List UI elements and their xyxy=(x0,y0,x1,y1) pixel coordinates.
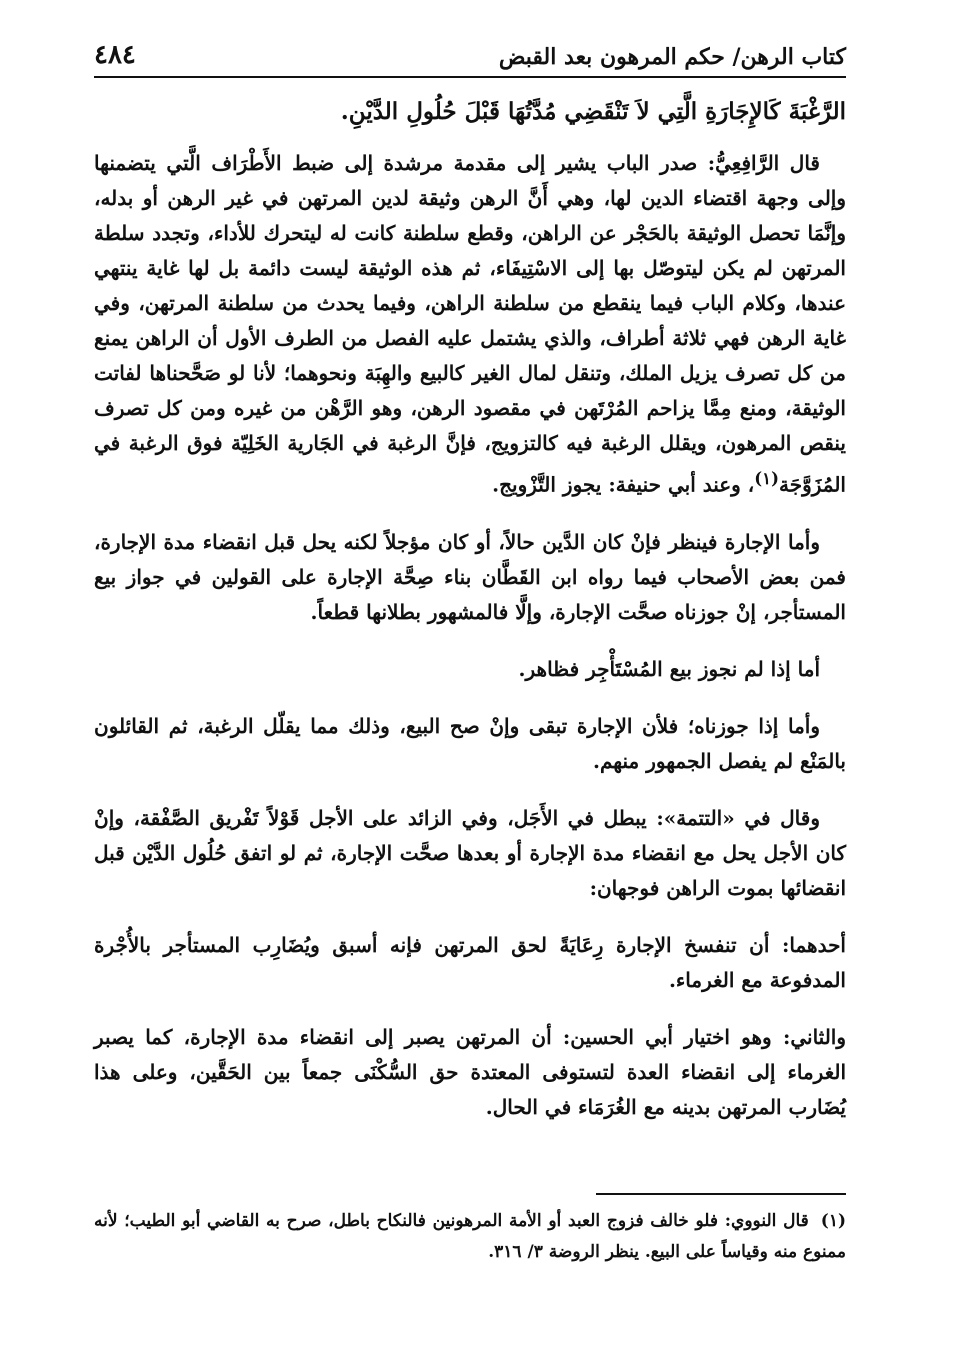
footnotes xyxy=(94,1206,846,1268)
footnote-mark: (١) xyxy=(820,1211,846,1231)
paragraph-second-view xyxy=(94,1020,846,1125)
paragraph-rafii xyxy=(94,146,846,503)
paragraph-la-nujawwiz: أما إذا لم نجوز بيع المُسْتَأْجِر فظاهر. xyxy=(518,656,820,681)
paragraph-jawwaznah: وأما إذا جوزناه؛ فلأن الإجارة تبقى وإنْ صح البيع، وذلك مما يقلّل الرغبة، ثم القائلون بالمَنْع لم يفصل الجمهور منهم. xyxy=(94,713,846,773)
opening-line: الرَّغْبَةَ كَالإِجَارَةِ الَّتِي لاَ تَنْقَضِي مُدَّتُهَا قَبْلَ حُلُولِ الدَّيْنِ. xyxy=(340,98,846,125)
footnote-item xyxy=(94,1206,846,1268)
paragraph-lead: أحدهما: xyxy=(781,932,846,957)
page-header xyxy=(94,28,846,78)
paragraph-tatimma: وقال في «التتمة»: يبطل في الأَجَل، وفي الزائد على الأجل قَوْلاً تَفْريق الصَّفْقة، وإنْ كان الأجل يحل مع انقضاء مدة الإجارة أو بعدها صحَّت الإجارة، ثم لو اتفق حُلُول الدَّيْن قبل انقضائها بموت الراهن فوجهان: xyxy=(94,805,846,900)
paragraph-lead: والثاني: xyxy=(782,1024,847,1049)
footnote-divider xyxy=(596,1193,846,1195)
paragraph-text: قال الرَّافِعِيُّ: صدر الباب يشير إلى مقدمة مرشدة إلى ضبط الأَطْرَاف الَّتي يتضمنها وإلى وجهة اقتضاء الدين لها، وهي أَنَّ الرهن وثيقة لدين المرتهن في غير الرهن أو بدله، وإنَّمَا تحصل الوثيقة بالحَجْر عن الراهن، وقطع سلطنة كانت له ليتحرك للأداء، وتجدد سلطة المرتهن لم يكن ليتوصّل بها إلى الاسْتِيفَاء، ثم هذه الوثيقة ليست دائمة بل لها غاية ينتهي عندها، وكلام الباب فيما ينقطع من سلطنة الراهن، وفيما يحدث من سلطنة المرتهن، وفي غاية الرهن فهي ثلاثة أطراف، والذي يشتمل عليه الفصل من الطرف الأول أن الراهن يمنع من كل تصرف يزيل الملك، وتنقل لمال الغير كالبيع والهِبَة ونحوهما؛ لأنا لو صَحَّحناها لفاتت الوثيقة، ومنع مِمَّا يزاحم المُرْتَهن في مقصود الرهن، وهو الرَّهْن من غيره ومن كل تصرف ينقص المرهون، ويقلل الرغبة فيه كالتزويج، فإنَّ الرغبة في الجَارية الخَلِيّة فوق الرغبة في المُزَوَّجَة xyxy=(94,151,846,497)
paragraph-ijara: وأما الإجارة فينظر فإنْ كان الدَّين حالاً، أو كان مؤجلاً لكنه يحل قبل انقضاء مدة الإجارة، فمن بعض الأصحاب فيما رواه ابن القَطَّان بناء صِحَّة الإجارة على القولين في جواز بيع المستأجر، إنْ جوزناه صحَّت الإجارة، وإلَّا فالمشهور بطلانها قطعاً. xyxy=(94,529,846,624)
running-title: كتاب الرهن/ حكم المرهون بعد القبض xyxy=(498,44,846,70)
paragraph-first-view xyxy=(94,928,846,998)
footnote-reference[interactable]: (١) xyxy=(754,468,779,488)
paragraph-tail: ، وعند أبي حنيفة: يجوز التَّزْويج. xyxy=(492,472,755,497)
page-number: ٤٨٤ xyxy=(94,40,136,70)
main-text xyxy=(94,94,846,1147)
footnote-text: قال النووي: فلو خالف فزوج العبد أو الأمة المرهونين فالنكاح باطل، صرح به القاضي أبو الطيب؛ لأنه ممنوع منه وقياساً على البيع. ينظر الروضة ٣/ ٣١٦. xyxy=(94,1211,846,1262)
paragraph-text: وهو اختيار أبي الحسين: أن المرتهن يصبر إلى انقضاء مدة الإجارة، كما يصبر الغرماء إلى انقضاء العدة لتستوفى المعتدة حق السُّكْنَى جمعاً بين الحَقَّين، وعلى هذا يُضَارب المرتهن بدينه مع الغُرَمَاء في الحال. xyxy=(94,1024,846,1119)
paragraph-text: أن تنفسخ الإجارة رِعَايَةً لحق المرتهن فإنه أسبق ويُضَارِب المستأجر بالأُجْرة المدفوعة مع الغرماء. xyxy=(94,932,846,992)
